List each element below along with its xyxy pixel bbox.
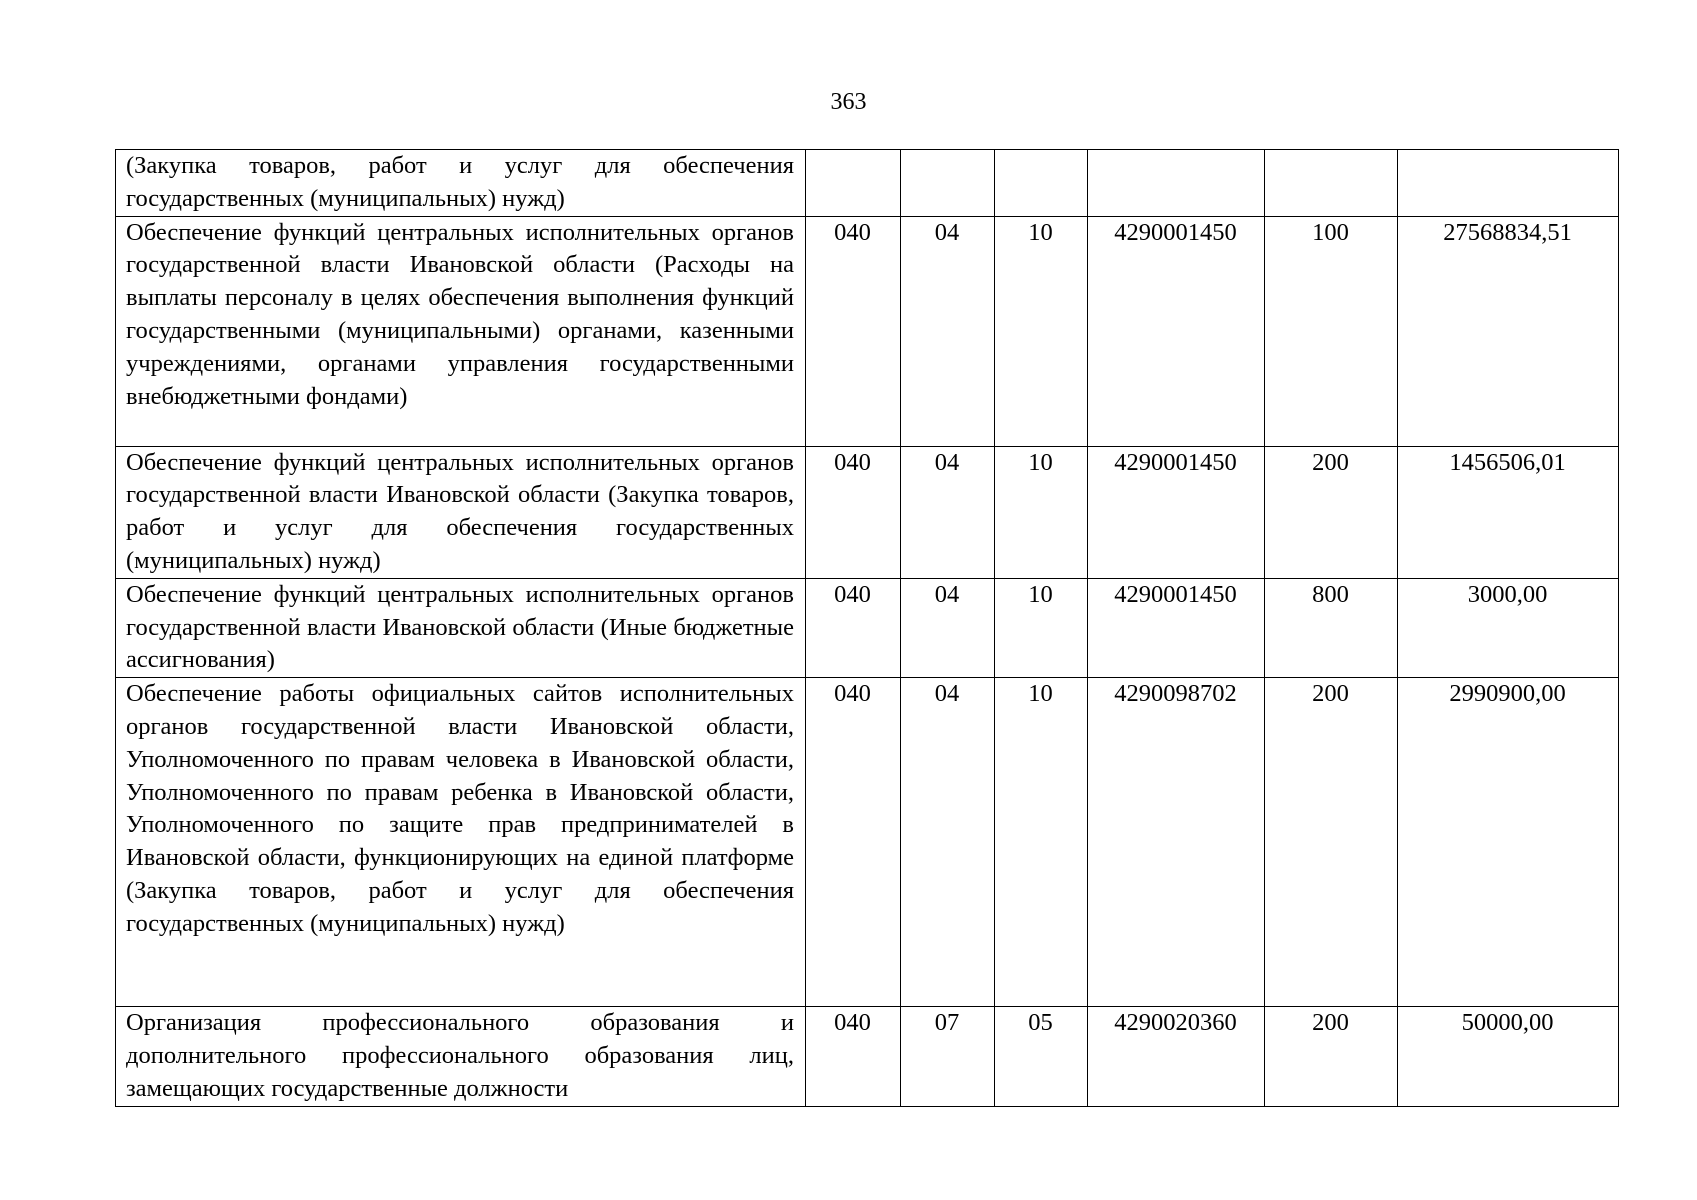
table-row [116,446,1619,578]
row-amount [1398,150,1619,217]
table-row [116,578,1619,677]
row-ved-code: 040 [806,446,901,578]
row-subsection-code [995,150,1088,217]
row-ved-code: 040 [806,216,901,446]
row-target-article-code: 4290098702 [1088,678,1265,1007]
row-ved-code: 040 [806,578,901,677]
row-section-code: 04 [901,678,995,1007]
row-amount: 3000,00 [1398,578,1619,677]
row-amount: 2990900,00 [1398,678,1619,1007]
table-row [116,1007,1619,1106]
row-target-article-code [1088,150,1265,217]
row-ved-code: 040 [806,678,901,1007]
row-amount: 1456506,01 [1398,446,1619,578]
table-row [116,150,1619,217]
row-expense-type-code [1265,150,1398,217]
row-target-article-code: 4290001450 [1088,216,1265,446]
row-subsection-code: 05 [995,1007,1088,1106]
row-description: Обеспечение функций центральных исполнительных органов государственной власти Ивановской области (Закупка товаров, работ и услуг для обеспечения государственных (муниципальных) нужд) [116,446,806,578]
row-section-code: 04 [901,446,995,578]
row-description: Обеспечение функций центральных исполнительных органов государственной власти Ивановской области (Расходы на выплаты персоналу в целях обеспечения выполнения функций государственными (муниципальными) органами, казенными учреждениями, органами управления государственными внебюджетными фондами) [116,216,806,446]
row-subsection-code: 10 [995,216,1088,446]
row-target-article-code: 4290001450 [1088,446,1265,578]
row-description: Организация профессионального образования и дополнительного профессионального образования лиц, замещающих государственные должности [116,1007,806,1106]
page-number: 363 [830,89,867,115]
row-section-code: 07 [901,1007,995,1106]
row-target-article-code: 4290001450 [1088,578,1265,677]
row-subsection-code: 10 [995,678,1088,1007]
row-description: Обеспечение работы официальных сайтов исполнительных органов государственной власти Ивановской области, Уполномоченного по правам человека в Ивановской области, Уполномоченного по правам ребенка в Ивановской области, Уполномоченного по защите прав предпринимателей в Ивановской области, функционирующих на единой платформе (Закупка товаров, работ и услуг для обеспечения государственных (муниципальных) нужд) [116,678,806,1007]
row-expense-type-code: 200 [1265,678,1398,1007]
row-description: Обеспечение функций центральных исполнительных органов государственной власти Ивановской области (Иные бюджетные ассигнования) [116,578,806,677]
row-amount: 27568834,51 [1398,216,1619,446]
row-amount: 50000,00 [1398,1007,1619,1106]
row-section-code: 04 [901,578,995,677]
row-description: (Закупка товаров, работ и услуг для обеспечения государственных (муниципальных) нужд) [116,150,806,217]
table-row [116,216,1619,446]
table-row [116,678,1619,1007]
row-expense-type-code: 200 [1265,446,1398,578]
row-expense-type-code: 800 [1265,578,1398,677]
row-target-article-code: 4290020360 [1088,1007,1265,1106]
row-expense-type-code: 100 [1265,216,1398,446]
row-section-code [901,150,995,217]
row-subsection-code: 10 [995,578,1088,677]
row-ved-code [806,150,901,217]
budget-table [115,149,1619,1107]
row-subsection-code: 10 [995,446,1088,578]
row-section-code: 04 [901,216,995,446]
row-expense-type-code: 200 [1265,1007,1398,1106]
row-ved-code: 040 [806,1007,901,1106]
